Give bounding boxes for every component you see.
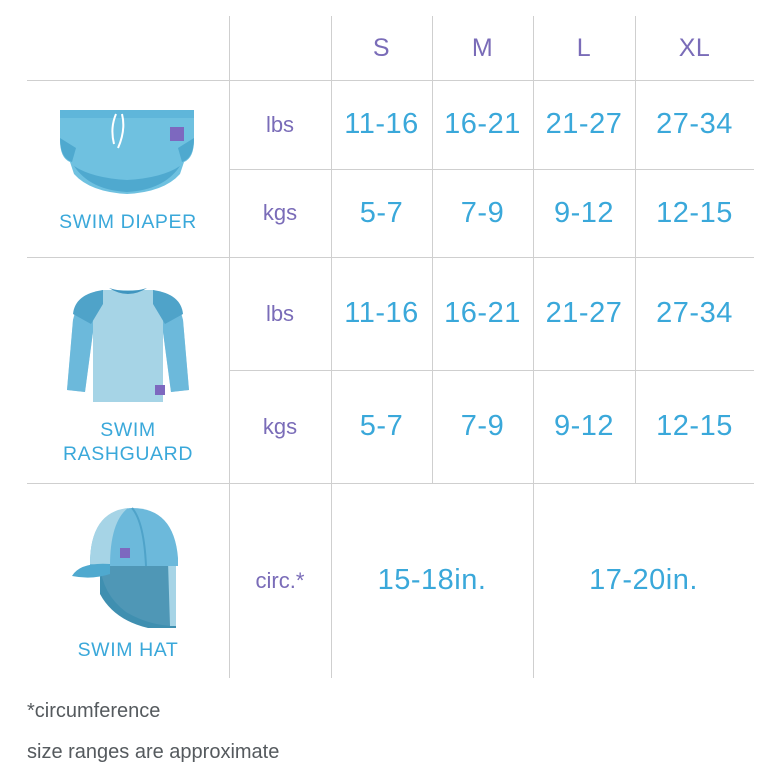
product-label-line: RASHGUARD [63,443,193,465]
size-value: 16-21 [444,108,521,140]
product-label-swim-rashguard [27,418,229,466]
size-value: 15-18in. [377,564,487,596]
size-value: 5-7 [359,196,404,229]
size-value: 17-20in. [589,564,698,596]
size-value: 11-16 [344,297,419,329]
product-label-line: SWIM [100,419,156,441]
size-header-s: S [372,33,391,62]
size-value: 16-21 [444,297,521,329]
swim-rashguard-icon [63,280,193,410]
size-value: 9-12 [553,410,615,442]
size-value: 7-9 [460,410,505,442]
size-header-m: M [471,33,494,62]
size-value: 27-34 [656,108,733,140]
size-value: 21-27 [545,297,623,329]
unit-label: lbs [265,111,295,137]
product-label-swim-hat: SWIM HAT [77,639,179,661]
unit-label: kgs [262,200,298,225]
size-value: 12-15 [656,196,733,229]
swim-hat-icon [70,502,190,632]
size-header-xl: XL [678,33,711,62]
swim-diaper-icon [52,100,202,200]
footnote-approximate: size ranges are approximate [27,741,280,763]
unit-label: circ.* [255,567,305,593]
size-value: 12-15 [656,410,733,442]
size-value: 21-27 [545,108,623,140]
footnote-circumference: *circumference [27,700,161,722]
size-value: 7-9 [460,196,505,229]
size-value: 9-12 [553,196,615,229]
product-label-swim-diaper: SWIM DIAPER [59,211,197,233]
size-value: 11-16 [344,108,419,140]
unit-label: kgs [262,413,298,439]
unit-label: lbs [265,300,295,326]
size-value: 5-7 [359,410,404,442]
size-value: 27-34 [656,297,733,329]
size-header-l: L [576,33,592,62]
